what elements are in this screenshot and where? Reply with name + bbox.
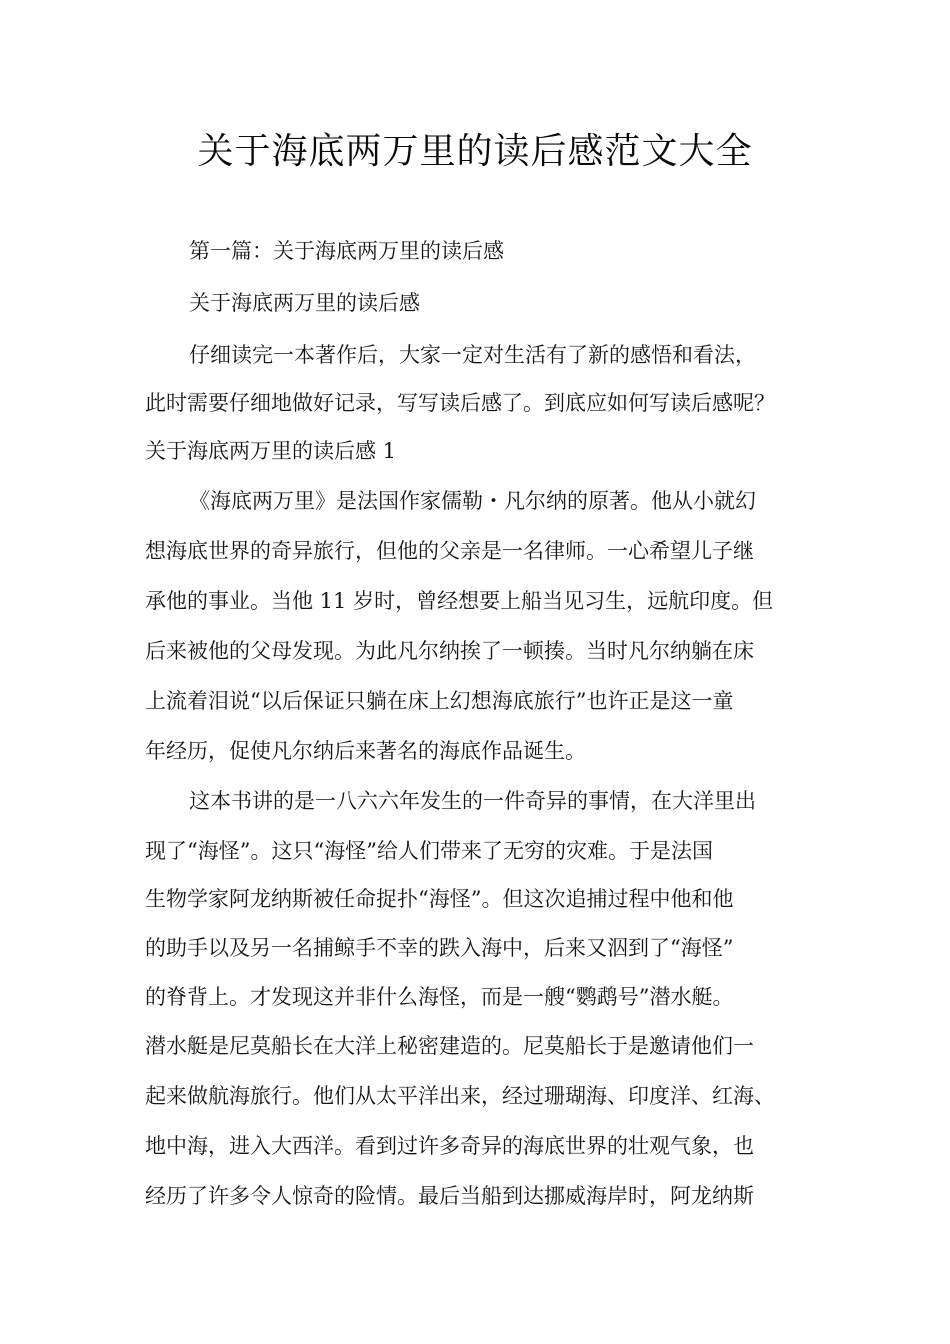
text-line: 的脊背上。才发现这并非什么海怪，而是一艘“鹦鹉号”潜水艇。 — [145, 985, 734, 1009]
text-line: 生物学家阿龙纳斯被任命捉扑“海怪”。但这次追捕过程中他和他 — [145, 887, 734, 911]
section-heading: 第一篇：关于海底两万里的读后感 — [189, 239, 504, 263]
text-line: 地中海，进入大西洋。看到过许多奇异的海底世界的壮观气象，也 — [145, 1134, 754, 1158]
text-line: 年经历，促使凡尔纳后来著名的海底作品诞生。 — [145, 739, 586, 763]
text-line: 仔细读完一本著作后，大家一定对生活有了新的感悟和看法， — [189, 343, 756, 367]
text-line: 这本书讲的是一八六六年发生的一件奇异的事情，在大洋里出 — [189, 789, 756, 813]
text-line: 潜水艇是尼莫船长在大洋上秘密建造的。尼莫船长于是邀请他们一 — [145, 1034, 754, 1058]
document-body — [145, 236, 825, 1236]
document-title: 关于海底两万里的读后感范文大全 — [197, 131, 753, 172]
text-line: 想海底世界的奇异旅行，但他的父亲是一名律师。一心希望儿子继 — [145, 539, 754, 563]
text-line: 此时需要仔细地做好记录，写写读后感了。到底应如何写读后感呢？ — [145, 391, 775, 415]
text-line: 后来被他的父母发现。为此凡尔纳挨了一顿揍。当时凡尔纳躺在床 — [145, 639, 754, 663]
subheading: 关于海底两万里的读后感 — [189, 291, 420, 315]
text-line: 现了“海怪”。这只“海怪”给人们带来了无穷的灾难。于是法国 — [145, 839, 713, 863]
text-line: 起来做航海旅行。他们从太平洋出来，经过珊瑚海、印度洋、红海、 — [145, 1084, 775, 1108]
text-line: 关于海底两万里的读后感 1 — [145, 439, 397, 463]
text-line: 的助手以及另一名捕鲸手不幸的跌入海中，后来又泅到了“海怪” — [145, 936, 734, 960]
text-line: 承他的事业。当他 11 岁时，曾经想要上船当见习生，远航印度。但 — [145, 589, 774, 613]
text-line: 经历了许多令人惊奇的险情。最后当船到达挪威海岸时，阿龙纳斯 — [145, 1184, 754, 1208]
text-line: 《海底两万里》是法国作家儒勒・凡尔纳的原著。他从小就幻 — [189, 489, 756, 513]
text-line: 上流着泪说“以后保证只躺在床上幻想海底旅行”也许正是这一童 — [145, 689, 734, 713]
